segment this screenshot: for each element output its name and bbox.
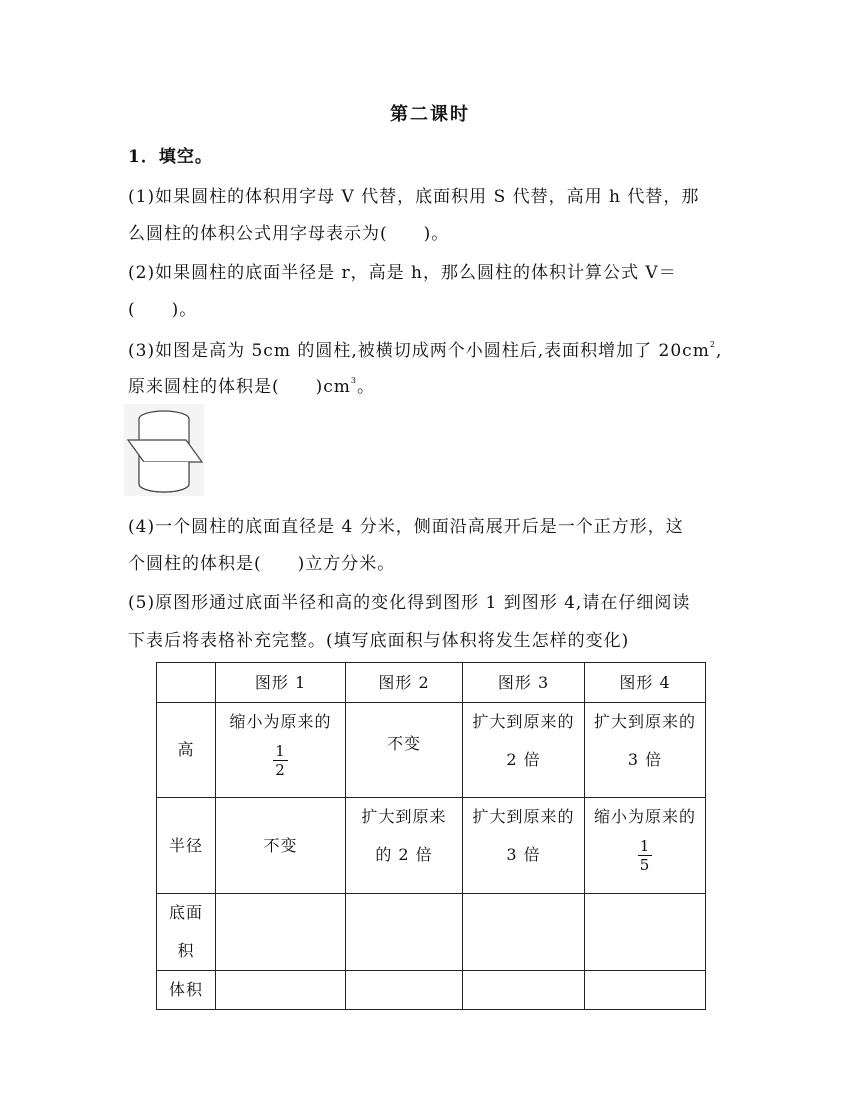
- cylinder-lower-part: [139, 462, 189, 492]
- height-figure-1-cell: [216, 703, 346, 798]
- q4-line1: (4)一个圆柱的底面直径是 4 分米，侧面沿高展开后是一个正方形，这: [128, 517, 684, 537]
- height-figure-3-line1: 扩大到原来的: [472, 712, 575, 731]
- radius-figure-2-line2: 的 2 倍: [375, 845, 433, 864]
- base-area-figure-3-input[interactable]: [463, 894, 585, 971]
- q5-line1: (5)原图形通过底面半径和高的变化得到图形 1 到图形 4,请在仔细阅读: [128, 593, 691, 613]
- row-label-base-area-line1: 底面: [168, 903, 203, 922]
- header-figure-2: 图形 2: [346, 663, 463, 703]
- q4-line2: 个圆柱的体积是( )立方分米。: [128, 554, 396, 574]
- height-figure-4-cell: [585, 703, 706, 798]
- q3-unit-superscript: 2: [709, 340, 716, 349]
- q1-line2: 么圆柱的体积公式用字母表示为( )。: [128, 224, 450, 244]
- table-row-volume: [157, 971, 706, 1010]
- q3-line2-end: 。: [357, 377, 375, 397]
- table-row-radius: [157, 798, 706, 894]
- height-figure-3-line2: 2 倍: [506, 750, 541, 769]
- q3-line1-text: (3)如图是高为 5cm 的圆柱,被横切成两个小圆柱后,表面积增加了 20cm: [128, 341, 710, 361]
- table-header-row: [157, 663, 706, 703]
- section-heading: 1．填空。: [128, 147, 213, 167]
- header-figure-3: 图形 3: [463, 663, 585, 703]
- height-figure-4-line2: 3 倍: [627, 750, 663, 769]
- height-figure-1-text: 缩小为原来的: [229, 712, 332, 731]
- volume-figure-3-input[interactable]: [463, 971, 585, 1010]
- header-figure-4: 图形 4: [585, 663, 706, 703]
- row-label-height: 高: [157, 703, 216, 798]
- radius-figure-4-fraction: [638, 837, 653, 874]
- base-area-figure-1-input[interactable]: [216, 894, 346, 971]
- radius-figure-3-line2: 3 倍: [506, 845, 541, 864]
- height-figure-3-cell: [463, 703, 585, 798]
- fraction-denominator: 5: [639, 856, 651, 874]
- row-label-volume: 体积: [157, 971, 216, 1010]
- row-label-radius: 半径: [157, 798, 216, 894]
- fraction-denominator: 2: [275, 761, 286, 779]
- radius-figure-3-cell: [463, 798, 585, 894]
- page-title: 第二课时: [390, 104, 470, 125]
- header-figure-1: 图形 1: [216, 663, 346, 703]
- base-area-figure-4-input[interactable]: [585, 894, 706, 971]
- radius-figure-2-line1: 扩大到原来: [361, 807, 447, 826]
- volume-figure-4-input[interactable]: [585, 971, 706, 1010]
- radius-figure-3-line1: 扩大到原来的: [472, 807, 575, 826]
- q1-line1: (1)如果圆柱的体积用字母 V 代替，底面积用 S 代替，高用 h 代替，那: [128, 187, 700, 207]
- table-corner-cell: [157, 663, 216, 703]
- fraction-numerator: 1: [275, 742, 286, 760]
- q2-line1: (2)如果圆柱的底面半径是 r，高是 h，那么圆柱的体积计算公式 V＝: [128, 263, 677, 283]
- height-figure-1-fraction: [273, 742, 288, 779]
- cylinder-cut-figure: [124, 404, 204, 496]
- change-table: [156, 662, 706, 1010]
- fraction-numerator: 1: [639, 837, 651, 855]
- table-row-height: [157, 703, 706, 798]
- q3-volume-superscript: 3: [350, 376, 357, 385]
- q5-line2: 下表后将表格补充完整。(填写底面积与体积将发生怎样的变化): [128, 631, 630, 651]
- table-row-base-area: [157, 894, 706, 971]
- radius-figure-1-cell: 不变: [216, 798, 346, 894]
- base-area-figure-2-input[interactable]: [346, 894, 463, 971]
- volume-figure-1-input[interactable]: [216, 971, 346, 1010]
- radius-figure-4-cell: [585, 798, 706, 894]
- q3-line2: [128, 372, 375, 397]
- height-figure-4-line1: 扩大到原来的: [593, 712, 696, 731]
- row-label-base-area-line2: 积: [177, 941, 195, 960]
- row-label-base-area: [157, 894, 216, 971]
- radius-figure-2-cell: [346, 798, 463, 894]
- q2-line2: ( )。: [128, 300, 198, 320]
- q3-line2-text: 原来圆柱的体积是( )cm: [128, 377, 351, 397]
- q3-line1: [128, 336, 722, 361]
- height-figure-2-cell: 不变: [346, 703, 463, 798]
- q3-line1-end: ,: [715, 341, 723, 361]
- volume-figure-2-input[interactable]: [346, 971, 463, 1010]
- radius-figure-4-text: 缩小为原来的: [593, 807, 696, 826]
